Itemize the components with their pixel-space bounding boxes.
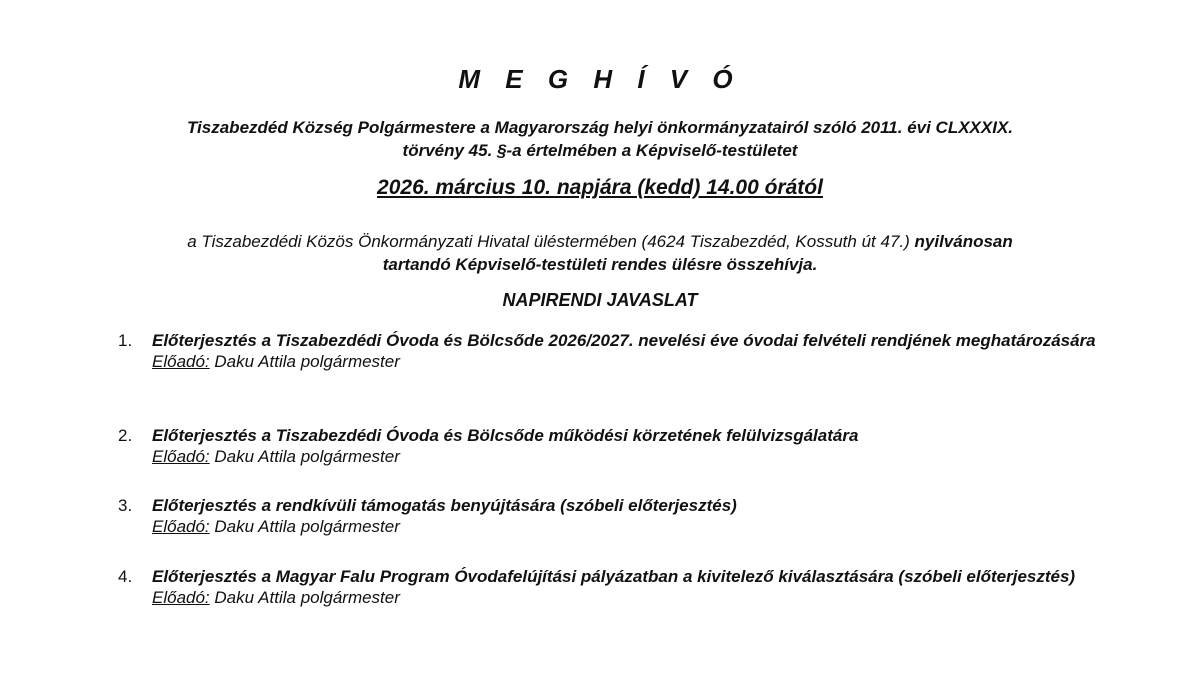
intro-paragraph — [0, 116, 1200, 162]
venue-line-1 — [0, 230, 1200, 253]
presenter-name: Daku Attila polgármester — [209, 588, 400, 607]
presenter-label: Előadó: — [152, 447, 210, 466]
presenter-name: Daku Attila polgármester — [209, 517, 400, 536]
agenda-item-text: Előterjesztés a Tiszabezdédi Óvoda és Bölcsőde működési körzetének felülvizsgálatára — [152, 426, 859, 445]
venue-paragraph — [0, 230, 1200, 276]
agenda-item-2 — [118, 425, 1108, 467]
venue-text: a Tiszabezdédi Közös Önkormányzati Hivatal üléstermében (4624 Tiszabezdéd, Kossuth út 47.) — [187, 232, 915, 251]
agenda-item-1 — [118, 330, 1108, 372]
agenda-item-number: 4. — [118, 567, 133, 586]
presenter-label: Előadó: — [152, 517, 210, 536]
agenda-item-number: 1. — [118, 331, 133, 350]
intro-line-1: Tiszabezdéd Község Polgármestere a Magyarország helyi önkormányzatairól szóló 2011. évi CLXXXIX. — [186, 118, 1014, 137]
agenda-item-number: 2. — [118, 426, 133, 445]
presenter-name: Daku Attila polgármester — [209, 352, 400, 371]
agenda-item-3 — [118, 495, 1108, 537]
agenda-item-text: Előterjesztés a Magyar Falu Program Óvodafelújítási pályázatban a kivitelező kiválasztására (szóbeli előterjesztés) — [152, 567, 1076, 586]
agenda-title: NAPIRENDI JAVASLAT — [502, 290, 698, 310]
presenter-label: Előadó: — [152, 352, 210, 371]
agenda-item-text: Előterjesztés a Tiszabezdédi Óvoda és Bölcsőde 2026/2027. nevelési éve óvodai felvételi rendjének meghatározására — [152, 331, 1096, 350]
document-title: M E G H Í V Ó — [458, 64, 742, 94]
agenda-item-number: 3. — [118, 496, 133, 515]
agenda-item-presenter — [152, 516, 1108, 537]
presenter-label: Előadó: — [152, 588, 210, 607]
agenda-item-presenter — [152, 446, 1108, 467]
agenda-item-4 — [118, 566, 1108, 608]
venue-public-word: nyilvánosan — [914, 232, 1013, 251]
presenter-name: Daku Attila polgármester — [209, 447, 400, 466]
intro-line-2: törvény 45. §-a értelmében a Képviselő-testületet — [402, 141, 798, 160]
agenda-item-text: Előterjesztés a rendkívüli támogatás benyújtására (szóbeli előterjesztés) — [152, 496, 737, 515]
meeting-date: 2026. március 10. napjára (kedd) 14.00 órától — [377, 176, 823, 199]
agenda-item-presenter — [152, 351, 1108, 372]
venue-line-2: tartandó Képviselő-testületi rendes ülésre összehívja. — [382, 255, 818, 274]
agenda-item-presenter — [152, 587, 1108, 608]
